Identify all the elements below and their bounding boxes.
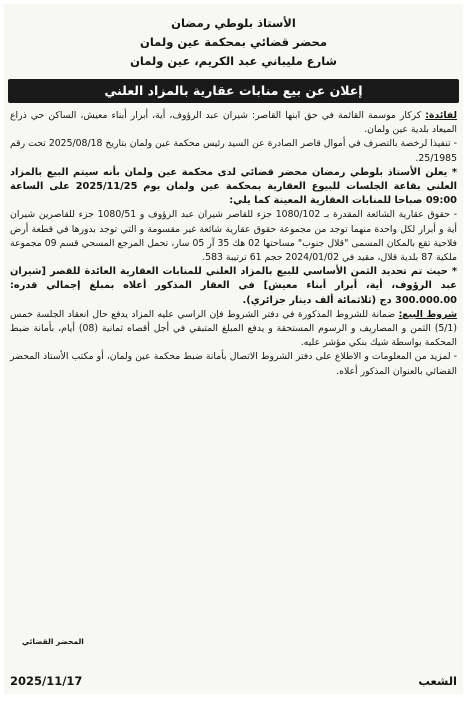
sale-conditions-text: ضمانة للشروط المذكورة في دفتر الشروط فإن الراسي عليه المزاد يدفع حال انعقاد الجلسة خمس (5/1) الثمن و المصاريف و الرسوم المستحقة و يدفع المبلغ المتبقي في أجل أقصاه ثمانية (08) أيام، بأمانة ضبط المحكمة بواسطة شيك بنكي مؤشر عليه. [10,308,457,349]
paragraph-base-price: * حيث تم تحديد الثمن الأساسي للبيع بالمزاد العلني للمنابات العقارية العائدة للقصر [شيران عبد الرؤوف، أية، أبرار أبناء معيش] في العقار المذكور أعلاه بمبلغ إجمالي قدره: 300.000.00 دج (ثلاثمائة ألف دينار جزائري). [10,266,457,306]
bailiff-title: محضر قضائي بمحكمة عين ولمان [140,35,327,49]
bailiff-address: شارع مليباني عبد الكريم، عين ولمان [130,54,337,68]
bailiff-name: الأستاذ بلوطي رمضان [171,16,296,30]
newspaper-name: الشعب [418,674,457,688]
paragraph-more-info: - لمزيد من المعلومات و الاطلاع على دفتر الشروط الاتصال بأمانة ضبط محكمة عين ولمان، أو مكتب الأستاذ المحضر القضائي بالعنوان المذكور أعلاه. [10,351,457,377]
paragraph-authorization: - تنفيذا لرخصة بالتصرف في أموال قاصر الصادرة عن السيد رئيس محكمة عين ولمان بتاريخ 2025/08/18 تحت رقم 25/1985. [10,138,457,164]
signature: المحضر القضائي [22,637,84,646]
beneficiary-text: كركار موسمة القائمة في حق ابنها القاصر: شيران عبد الرؤوف، أية، أبرار أبناء معيش، الساكن حي ذراع الميعاد بلدية عين ولمان. [10,110,457,136]
footer [10,672,457,690]
paragraph-sale-notice: * يعلن الأستاذ بلوطي رمضان محضر قضائي لدى محكمة عين ولمان بأنه سيتم البيع بالمزاد العلني بقاعة الجلسات للبيوع العقارية بمحكمة عين ولمان يوم 2025/11/25 على الساعة 09:00 صباحا للمنابات العقارية المعينة كما يلي: [10,166,457,207]
beneficiary-label: لفائدة: [425,110,457,121]
paragraph-sale-conditions [10,308,457,351]
header [4,4,463,71]
announcement-page [4,4,463,694]
publication-date: 2025/11/17 [10,674,83,688]
paragraph-property: - حقوق عقارية الشائعة المقدرة بـ 1080/102 جزء للقاصر شيران عبد الرؤوف و 1080/51 جزء للقاصرين شيران أية و أبرار لكل واحدة منهما توجد من مجموعة حقوق عقارية شائعة غير مقسومة و التي توجد بدورها في قطعة أرض فلاحية تقع بالمكان المسمى "قلال جنوب" مساحتها 02 هك 35 آر 05 سار، تحمل المرجع المسحي قسم 09 مجموعة ملكية 87 بلدية قلال، مقيد في 2024/01/02 حجم 61 ترتيبة 583. [10,209,457,264]
paragraph-beneficiary [10,109,457,137]
announcement-title: إعلان عن بيع منابات عقارية بالمزاد العلني [8,79,459,103]
announcement-body [4,109,463,379]
sale-conditions-label: شروط البيع: [398,308,458,320]
